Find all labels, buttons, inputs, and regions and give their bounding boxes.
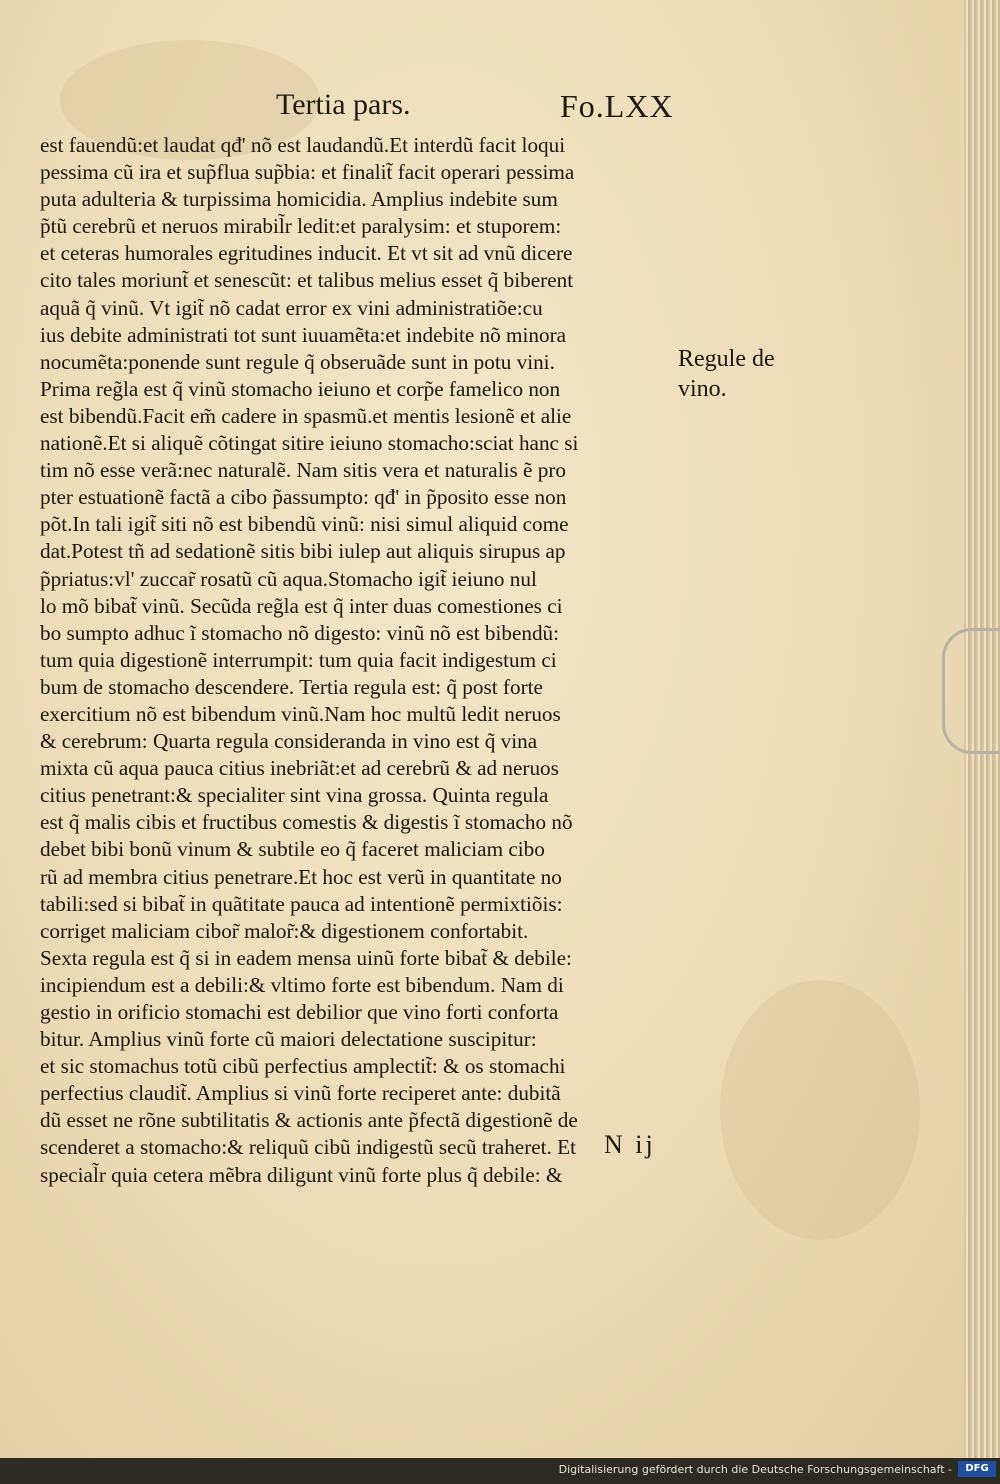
text-line: lo mõ bibat̃ vinũ. Secũda reg̃la est q̃ inter duas comestiones ci	[40, 593, 563, 618]
text-line: et ceteras humorales egritudines inducit. Et vt sit ad vnũ dicere	[40, 241, 573, 266]
text-line: bum de stomacho descendere. Tertia regula est: q̃ post forte	[40, 674, 543, 699]
text-line: dũ esset ne rõne subtilitatis & actionis ante p̃fectã digestionẽ de	[40, 1108, 578, 1133]
text-line: gestio in orificio stomachi est debilior que vino forti conforta	[40, 1000, 559, 1024]
paper-stain	[720, 980, 920, 1240]
text-line: Prima reg̃la est q̃ vinũ stomacho ieiuno et corp̃e famelico non	[40, 376, 561, 401]
text-line: põt.In tali igit̃ siti nõ est bibendũ vinũ: nisi simul aliquid come	[40, 512, 569, 537]
text-line: corriget maliciam cibor̃ malor̃:& digestionem confortabit.	[40, 918, 529, 943]
text-line: bo sumpto adhuc ĩ stomacho nõ digesto: vinũ nõ est bibendũ:	[40, 620, 560, 645]
text-line: tim nõ esse verã:nec naturalẽ. Nam sitis vera et naturalis ẽ pro	[40, 458, 566, 483]
text-line: incipiendum est a debili:& vltimo forte est bibendum. Nam di	[40, 972, 564, 997]
text-line: pter estuationẽ factã a cibo p̃assumpto: qđ' in p̃posito esse non	[40, 485, 567, 510]
text-line: p̃tũ cerebrũ et neruos mirabil̃r ledit:et paralysim: et stuporem:	[40, 214, 562, 239]
text-line: perfectius claudit̃. Amplius si vinũ forte reciperet ante: dubitã	[40, 1081, 561, 1106]
page-clip	[942, 628, 1000, 754]
marginal-note-line: vino.	[678, 376, 727, 402]
text-line: & cerebrum: Quarta regula consideranda in vino est q̃ vina	[40, 729, 538, 754]
marginal-note	[678, 344, 798, 404]
text-line: p̃priatus:vl' zuccar̃ rosatũ cũ aqua.Stomacho igit̃ ieiuno nul	[40, 566, 537, 591]
signature-mark: N ij	[604, 1130, 656, 1159]
text-block	[40, 132, 680, 1189]
text-line: nocumẽta:ponende sunt regule q̃ obseruãde sunt in potu vini.	[40, 349, 555, 374]
text-line: aquã q̃ vinũ. Vt igit̃ nõ cadat error ex vini administratiõe:cu	[40, 295, 543, 320]
marginal-note-line: Regule de	[678, 346, 775, 372]
text-line: bitur. Amplius vinũ forte cũ maiori delectatione suscipitur:	[40, 1027, 537, 1052]
text-line: tum quia digestionẽ interrumpit: tum quia facit indigestum ci	[40, 647, 557, 672]
text-line: exercitium nõ est bibendum vinũ.Nam hoc multũ ledit neruos	[40, 701, 561, 726]
text-line: scenderet a stomacho:& reliquũ cibũ indigestũ secũ traheret. Et	[40, 1135, 576, 1160]
text-line: est bibendũ.Facit em̃ cadere in spasmũ.et mentis lesionẽ et alie	[40, 403, 572, 428]
text-line: mixta cũ aqua pauca citius inebriãt:et ad cerebrũ & ad neruos	[40, 756, 559, 781]
running-head-left: Tertia pars.	[276, 88, 411, 121]
folio-number: Fo.LXX	[560, 88, 674, 124]
text-line: rũ ad membra citius penetrare.Et hoc est verũ in quantitate no	[40, 864, 562, 889]
text-line: pessima cũ ira et sup̃flua sup̃bia: et finalit̃ facit operari pessima	[40, 160, 575, 185]
dfg-logo: DFG	[958, 1461, 996, 1477]
text-line: debet bibi bonũ vinum & subtile eo q̃ faceret maliciam cibo	[40, 837, 545, 862]
text-line: tabili:sed si bibat̃ in quãtitate pauca ad intentionẽ permixtiõis:	[40, 891, 563, 916]
text-line: citius penetrant:& specialiter sint vina grossa. Quinta regula	[40, 783, 549, 808]
text-line: Sexta regula est q̃ si in eadem mensa uinũ forte bibat̃ & debile:	[40, 945, 572, 970]
text-line: est fauendũ:et laudat qđ' nõ est laudandũ.Et interdũ facit loqui	[40, 133, 566, 157]
text-line: cito tales moriunt̃ et senescũt: et talibus melius esset q̃ biberent	[40, 268, 574, 293]
text-line: puta adulteria & turpissima homicidia. Amplius indebite sum	[40, 187, 558, 212]
text-line: nationẽ.Et si aliquẽ cõtingat sitire ieiuno stomacho:sciat hanc si	[40, 431, 579, 456]
text-line: ius debite administrati tot sunt iuuamẽta:et indebite nõ minora	[40, 322, 567, 347]
text-line: dat.Potest tñ ad sedationẽ sitis bibi iulep aut aliquis sirupus ap	[40, 539, 566, 564]
text-line: et sic stomachus totũ cibũ perfectius amplectit̃: & os stomachi	[40, 1054, 566, 1079]
text-line: est q̃ malis cibis et fructibus comestis & digestis ĩ stomacho nõ	[40, 810, 573, 835]
funding-credit: Digitalisierung gefördert durch die Deutsche Forschungsgemeinschaft -	[558, 1463, 952, 1476]
text-line: special̃r quia cetera mẽbra diligunt vinũ forte plus q̃ debile: &	[40, 1162, 563, 1187]
